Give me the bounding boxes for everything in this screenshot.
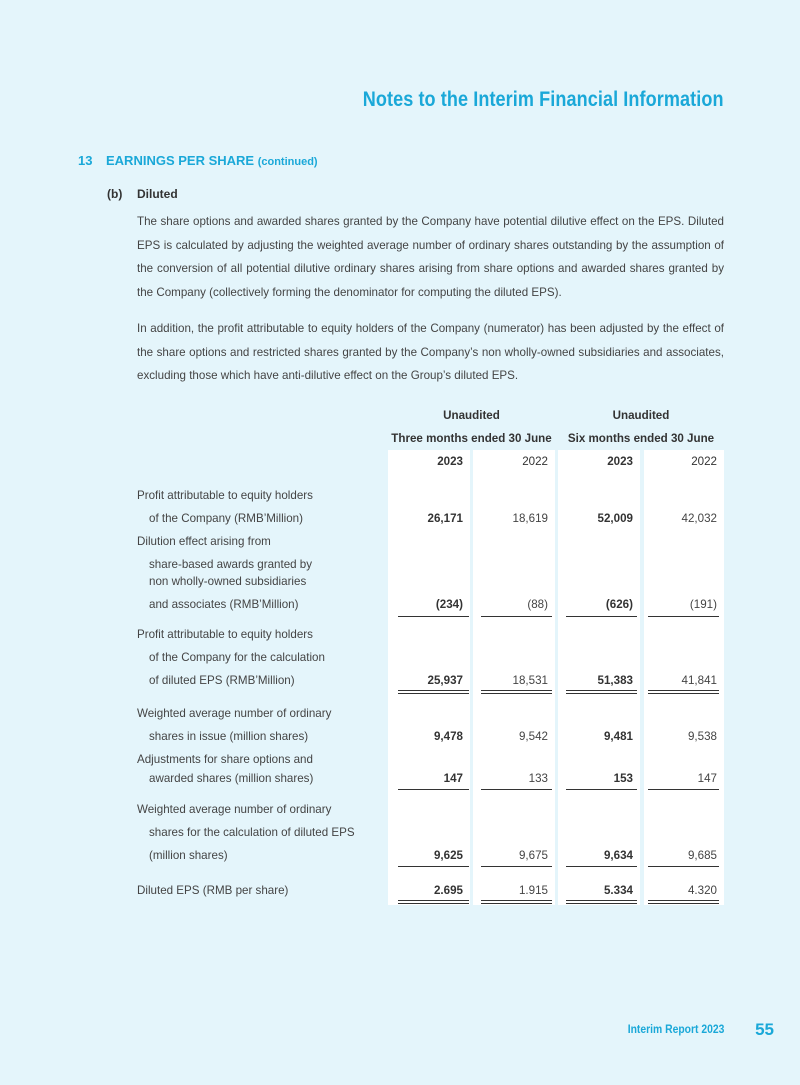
table-cell: 9,538	[687, 730, 717, 743]
group-header-audit-1: Unaudited	[443, 409, 500, 422]
total-rule	[648, 900, 719, 901]
subtotal-rule	[648, 616, 719, 617]
total-rule	[398, 903, 469, 904]
total-rule	[398, 900, 469, 901]
table-cell: 5.334	[603, 884, 633, 897]
table-cell: 9,481	[603, 730, 633, 743]
row-label: of the Company (RMB’Million)	[149, 512, 303, 525]
table-cell: 18,531	[512, 674, 548, 687]
year-header-2: 2022	[522, 455, 548, 468]
table-cell: 41,841	[681, 674, 717, 687]
year-header-1: 2023	[437, 455, 463, 468]
table-cell: 52,009	[597, 512, 633, 525]
group-header-period-1: Three months ended 30 June	[391, 432, 552, 445]
row-label: Dilution effect arising from	[137, 535, 271, 548]
total-rule	[481, 900, 552, 901]
footer-report-title: Interim Report 2023	[627, 1024, 724, 1036]
row-label: and associates (RMB’Million)	[149, 598, 299, 611]
row-label: share-based awards granted by	[149, 558, 313, 571]
total-rule	[648, 693, 719, 694]
subtotal-rule	[566, 866, 637, 867]
row-label: Profit attributable to equity holders	[137, 628, 313, 641]
subtotal-rule	[566, 789, 637, 790]
table-cell: 9,634	[603, 849, 633, 862]
section-heading	[78, 153, 318, 168]
table-cell: 9,478	[433, 730, 463, 743]
table-cell: 42,032	[681, 512, 717, 525]
total-rule	[481, 693, 552, 694]
subtotal-rule	[398, 789, 469, 790]
row-label: Weighted average number of ordinary	[137, 707, 332, 720]
table-cell: 4.320	[687, 884, 717, 897]
table-cell: (626)	[605, 598, 633, 611]
total-rule	[398, 690, 469, 691]
subtotal-rule	[481, 789, 552, 790]
table-cell: 153	[613, 772, 633, 785]
total-rule	[566, 903, 637, 904]
row-label: Adjustments for share options and	[137, 753, 313, 766]
table-cell: 18,619	[512, 512, 548, 525]
table-cell: 2.695	[433, 884, 463, 897]
table-cell: 51,383	[597, 674, 633, 687]
row-label: Profit attributable to equity holders	[137, 489, 313, 502]
row-label: shares for the calculation of diluted EPS	[149, 826, 355, 839]
table-cell: 147	[443, 772, 463, 785]
total-rule	[566, 693, 637, 694]
table-cell: (191)	[689, 598, 717, 611]
subtotal-rule	[481, 616, 552, 617]
group-header-period-2: Six months ended 30 June	[567, 432, 715, 445]
total-rule	[566, 690, 637, 691]
subtotal-rule	[481, 866, 552, 867]
subsection-title: Diluted	[137, 187, 178, 201]
subtotal-rule	[566, 616, 637, 617]
table-cell: 9,685	[687, 849, 717, 862]
total-rule	[648, 690, 719, 691]
table-cell: 25,937	[427, 674, 463, 687]
table-cell: 147	[697, 772, 717, 785]
subtotal-rule	[648, 789, 719, 790]
table-cell: 9,675	[518, 849, 548, 862]
year-header-4: 2022	[691, 455, 717, 468]
table-cell: 9,625	[433, 849, 463, 862]
row-label: shares in issue (million shares)	[149, 730, 309, 743]
section-continued: (continued)	[257, 156, 318, 168]
table-cell: 9,542	[518, 730, 548, 743]
total-rule	[398, 693, 469, 694]
paragraph-1: The share options and awarded shares granted by the Company have potential dilutive effect on the EPS. Diluted EPS is calculated by adjusting the weighted average number of ordinary shares outstanding by the assumption of the conversion of all potential dilutive ordinary shares arising from share options and awarded shares granted by the Company (collectively forming the denominator for computing the diluted EPS).	[137, 215, 724, 299]
table-cell: 133	[528, 772, 548, 785]
table-cell: (234)	[435, 598, 463, 611]
total-rule	[566, 900, 637, 901]
table-cell: 1.915	[518, 884, 548, 897]
table-cell: 26,171	[427, 512, 463, 525]
row-label: of the Company for the calculation	[149, 651, 325, 664]
page-title: Notes to the Interim Financial Information	[363, 88, 724, 111]
row-label: awarded shares (million shares)	[149, 772, 314, 785]
section-number: 13	[78, 153, 93, 168]
row-label: non wholly-owned subsidiaries	[149, 575, 307, 588]
subsection-heading	[107, 187, 178, 201]
section-title: EARNINGS PER SHARE	[106, 153, 255, 168]
total-rule	[648, 903, 719, 904]
table-cell: (88)	[527, 598, 548, 611]
group-header-audit-2: Unaudited	[612, 409, 670, 422]
row-label: of diluted EPS (RMB’Million)	[149, 674, 295, 687]
footer-page-number: 55	[755, 1020, 774, 1039]
year-header-3: 2023	[607, 455, 633, 468]
row-label: Diluted EPS (RMB per share)	[137, 884, 289, 897]
total-rule	[481, 690, 552, 691]
subtotal-rule	[398, 866, 469, 867]
row-label: Weighted average number of ordinary	[137, 803, 332, 816]
subtotal-rule	[648, 866, 719, 867]
paragraph-2: In addition, the profit attributable to equity holders of the Company (numerator) has been adjusted by the effect of the share options and restricted shares granted by the Company’s non wholly-owned subsidiaries and associates, excluding those which have anti-dilutive effect on the Group’s diluted EPS.	[137, 322, 724, 382]
total-rule	[481, 903, 552, 904]
subsection-label: (b)	[107, 187, 123, 201]
row-label: (million shares)	[149, 849, 228, 862]
subtotal-rule	[398, 616, 469, 617]
